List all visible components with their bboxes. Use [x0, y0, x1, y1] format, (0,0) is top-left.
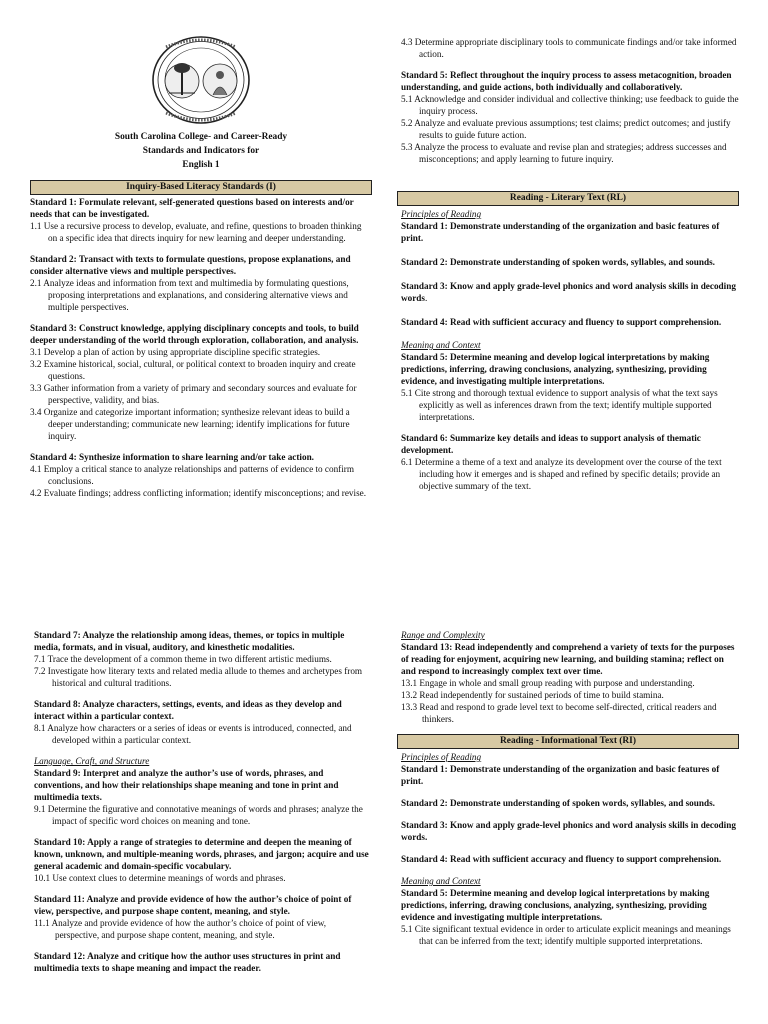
ri-indicator-5-1: 5.1 Cite significant textual evidence in order to articulate explicit meanings and meanings that can be inferred from the text; identify multiple supported interpretations.: [401, 924, 731, 946]
inquiry-standards-column: [30, 180, 372, 499]
rl-standard-9: Standard 9: Interpret and analyze the author’s use of words, phrases, and conventions, and how their relationships shape meaning and tone in print and multimedia texts.: [34, 768, 339, 802]
rl-standard-10: Standard 10: Apply a range of strategies to determine and deepen the meaning of known, unknown, and multiple-meaning words, phrases, and jargon; acquire and use general academic and domain-specific vocabulary.: [34, 837, 369, 871]
rl-standard-12: Standard 12: Analyze and critique how the author uses structures in print and multimedia texts to shape meaning and impact the reader.: [34, 951, 341, 973]
indicator-3-2: 3.2 Examine historical, social, cultural, or political context to broaden inquiry and create questions.: [30, 359, 356, 381]
title-line-1: South Carolina College- and Career-Ready: [114, 132, 288, 142]
indicator-4-2: 4.2 Evaluate findings; address conflicting information; identify misconceptions; and revise.: [30, 488, 367, 498]
rl-standard-7: Standard 7: Analyze the relationship among ideas, themes, or topics in multiple media, formats, and in visual, auditory, and kinesthetic modalities.: [34, 630, 345, 652]
range-and-complexity-heading: Range and Complexity: [401, 630, 485, 640]
standard-2: Standard 2: Transact with texts to formulate questions, propose explanations, and consider alternative views and multiple perspectives.: [30, 254, 351, 276]
rl-standard-5: Standard 5: Determine meaning and develop logical interpretations by making predictions, inferring, drawing conclusions, analyzing, synthesizing, providing evidence, and investigating multiple interpretations.: [401, 352, 710, 386]
rl-standard-11: Standard 11: Analyze and provide evidence of how the author’s choice of point of view, perspective, and purpose shape content, meaning, and style.: [34, 894, 352, 916]
rl-standard-3: [401, 280, 739, 304]
rl-indicator-10-1: 10.1 Use context clues to determine meanings of words and phrases.: [34, 873, 286, 883]
rl-standard-2: Standard 2: Demonstrate understanding of spoken words, syllables, and sounds.: [401, 257, 715, 267]
rl-indicator-13-2: 13.2 Read independently for sustained periods of time to build stamina.: [401, 690, 664, 700]
rl-standard-4: Standard 4: Read with sufficient accuracy and fluency to support comprehension.: [401, 317, 722, 327]
ri-meaning-and-context-heading: Meaning and Context: [401, 876, 481, 886]
rl-indicator-13-1: 13.1 Engage in whole and small group reading with purpose and understanding.: [401, 678, 695, 688]
section-header-informational: Reading - Informational Text (RI): [397, 734, 739, 749]
rl-indicator-8-1: 8.1 Analyze how characters or a series of ideas or events is introduced, connected, and developed within a particular context.: [34, 723, 352, 745]
indicator-5-1: 5.1 Acknowledge and consider individual and collective thinking; use feedback to guide the inquiry process.: [401, 94, 739, 116]
ri-principles-of-reading-heading: Principles of Reading: [401, 752, 482, 762]
ri-standard-3: Standard 3: Know and apply grade-level phonics and word analysis skills in decoding words.: [401, 820, 736, 842]
indicator-3-1: 3.1 Develop a plan of action by using appropriate discipline specific strategies.: [30, 347, 321, 357]
indicator-3-3: 3.3 Gather information from a variety of primary and secondary sources and evaluate for perspective, validity, and bias.: [30, 383, 357, 405]
rl-indicator-6-1: 6.1 Determine a theme of a text and analyze its development over the course of the text including how it emerges and is shaped and refined by specific details; provide an objective summary of the text.: [401, 457, 722, 491]
document-title: [30, 130, 372, 172]
literary-continued-column: [34, 629, 372, 974]
rl-standard-3-period: .: [425, 293, 428, 303]
range-and-informational-column: [397, 629, 739, 947]
title-line-2: Standards and Indicators for: [142, 146, 260, 156]
indicator-1-1: 1.1 Use a recursive process to develop, evaluate, and refine, questions to broaden thinking on a specific idea that directs inquiry for new learning and deeper understanding.: [30, 221, 362, 243]
indicator-4-1: 4.1 Employ a critical stance to analyze relationships and patterns of evidence to confirm conclusions.: [30, 464, 354, 486]
standard-1: Standard 1: Formulate relevant, self-generated questions based on interests and/or needs that can be investigated.: [30, 197, 354, 219]
rl-standard-13: Standard 13: Read independently and comprehend a variety of texts for the purposes of reading for enjoyment, acquiring new learning, and building stamina; reflect on and respond to increasingly complex text over time.: [401, 642, 735, 676]
rl-indicator-7-2: 7.2 Investigate how literary texts and related media allude to themes and archetypes from historical and cultural traditions.: [34, 666, 363, 688]
ri-standard-2: Standard 2: Demonstrate understanding of spoken words, syllables, and sounds.: [401, 798, 715, 808]
ri-standard-5: Standard 5: Determine meaning and develop logical interpretations by making predictions, inferring, drawing conclusions, analyzing, synthesizing, providing evidence and investigating multiple interpretations.: [401, 888, 710, 922]
rl-indicator-11-1: 11.1 Analyze and provide evidence of how the author’s choice of point of view, perspective, and purpose shape content, meaning, and style.: [34, 918, 327, 940]
indicator-3-4: 3.4 Organize and categorize important information; synthesize relevant ideas to build a deeper understanding; communicate new learning; identify implications for future inquiry.: [30, 407, 350, 441]
standard-4: Standard 4: Synthesize information to share learning and/or take action.: [30, 452, 314, 462]
rl-standard-6: Standard 6: Summarize key details and ideas to support analysis of thematic development.: [401, 433, 701, 455]
indicator-5-2: 5.2 Analyze and evaluate previous assumptions; test claims; predict outcomes; and justify results to guide future action.: [401, 118, 731, 140]
section-header-inquiry: Inquiry-Based Literacy Standards (I): [30, 180, 372, 195]
language-craft-structure-heading: Language, Craft, and Structure: [34, 756, 150, 766]
rl-standard-1: Standard 1: Demonstrate understanding of the organization and basic features of print.: [401, 221, 720, 243]
principles-of-reading-heading: Principles of Reading: [401, 209, 482, 219]
rl-standard-8: Standard 8: Analyze characters, settings, events, and ideas as they develop and interact within a particular context.: [34, 699, 342, 721]
rl-indicator-13-3: 13.3 Read and respond to grade level text to become self-directed, critical readers and thinkers.: [401, 702, 717, 724]
rl-indicator-5-1: 5.1 Cite strong and thorough textual evidence to support analysis of what the text says explicitly as well as inferences drawn from the text; identify multiple supported interpretations.: [401, 388, 718, 422]
rl-indicator-7-1: 7.1 Trace the development of a common theme in two different artistic mediums.: [34, 654, 332, 664]
literary-text-column: [397, 191, 739, 492]
indicator-4-3: 4.3 Determine appropriate disciplinary tools to communicate findings and/or take informed action.: [401, 37, 737, 59]
title-line-3: English 1: [182, 160, 220, 170]
standard-3: Standard 3: Construct knowledge, applying disciplinary concepts and tools, to build deeper understanding of the world through exploration, collaboration, and analysis.: [30, 323, 359, 345]
ri-standard-1: Standard 1: Demonstrate understanding of the organization and basic features of print.: [401, 764, 720, 786]
inquiry-continued-column: [401, 36, 739, 165]
indicator-2-1: 2.1 Analyze ideas and information from text and multimedia by formulating questions, proposing interpretations and explanations, and considering alternative views and multiple perspectives.: [30, 278, 349, 312]
meaning-and-context-heading: Meaning and Context: [401, 340, 481, 350]
rl-standard-3-text: Standard 3: Know and apply grade-level phonics and word analysis skills in decoding words: [401, 281, 736, 303]
rl-indicator-9-1: 9.1 Determine the figurative and connotative meanings of words and phrases; analyze the impact of specific word choices on meaning and tone.: [34, 804, 363, 826]
section-header-literary: Reading - Literary Text (RL): [397, 191, 739, 206]
standard-5: Standard 5: Reflect throughout the inquiry process to assess metacognition, broaden understanding, and guide actions, both individually and collaboratively.: [401, 70, 732, 92]
ri-standard-4: Standard 4: Read with sufficient accuracy and fluency to support comprehension.: [401, 854, 722, 864]
indicator-5-3: 5.3 Analyze the process to evaluate and revise plan and strategies; address successes and misconceptions; and apply learning to future inquiry.: [401, 142, 727, 164]
state-seal-icon: [151, 35, 251, 125]
